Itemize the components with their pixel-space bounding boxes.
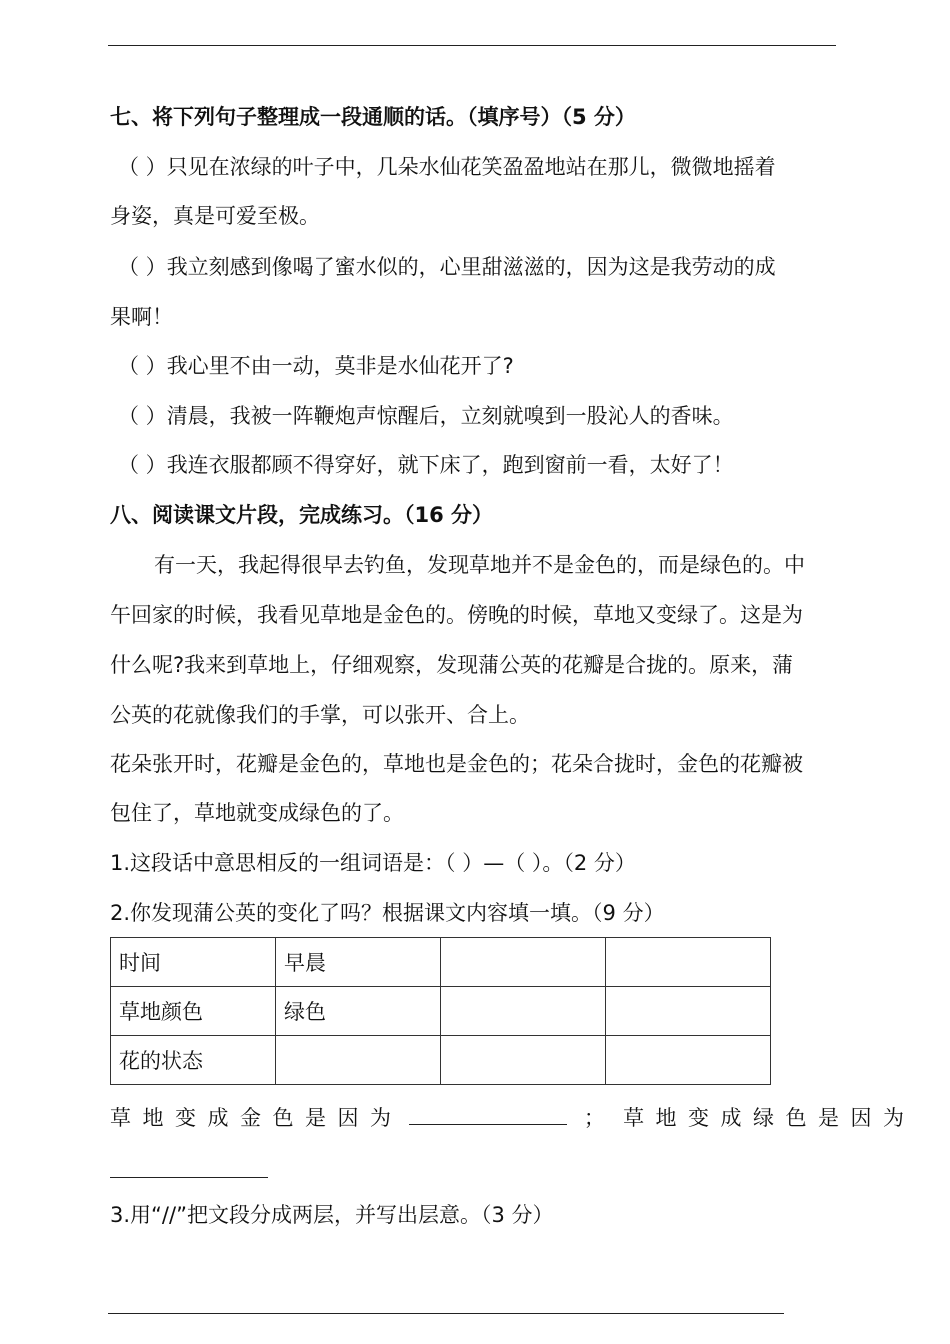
passage-line: 什么呢?我来到草地上，仔细观察，发现蒲公英的花瓣是合拢的。原来，蒲	[110, 653, 794, 677]
table-cell: 时间	[111, 938, 276, 987]
answer-paren[interactable]: （ ）	[118, 453, 167, 477]
table-cell-blank[interactable]	[606, 1036, 771, 1085]
passage-line: 包住了，草地就变成绿色的了。	[110, 801, 404, 825]
question-3: 3.用“//”把文段分成两层，并写出层意。（3 分）	[110, 1203, 554, 1227]
table-row	[111, 1036, 771, 1085]
passage-line: 花朵张开时，花瓣是金色的，草地也是金色的；花朵合拢时，金色的花瓣被	[110, 752, 803, 776]
table-cell-blank[interactable]	[606, 987, 771, 1036]
table-row	[111, 938, 771, 987]
answer-line[interactable]	[108, 1313, 784, 1314]
fill-prompt-b: 草地变成绿色是因为	[623, 1106, 916, 1130]
s7-item-1-cont: 身姿，真是可爱至极。	[110, 204, 320, 228]
section8-title: 八、阅读课文片段，完成练习。（16 分）	[110, 503, 494, 527]
s7-item-5	[118, 450, 734, 480]
answer-blank[interactable]	[409, 1102, 567, 1125]
s7-item-text: 我心里不由一动，莫非是水仙花开了?	[166, 354, 514, 378]
question-1: 1.这段话中意思相反的一组词语是：（ ）—（ ）。（2 分）	[110, 851, 636, 875]
passage-line: 午回家的时候，我看见草地是金色的。傍晚的时候，草地又变绿了。这是为	[110, 603, 803, 627]
question-2: 2.你发现蒲公英的变化了吗？根据课文内容填一填。（9 分）	[110, 901, 665, 925]
s7-item-2	[118, 252, 776, 282]
fill-separator: ；	[583, 1106, 617, 1130]
table-cell-blank[interactable]	[606, 938, 771, 987]
top-rule	[108, 45, 836, 46]
table-cell: 早晨	[276, 938, 441, 987]
s7-item-text: 清晨，我被一阵鞭炮声惊醒后，立刻就嗅到一股沁人的香味。	[166, 404, 734, 428]
table-cell: 绿色	[276, 987, 441, 1036]
dandelion-table	[110, 937, 771, 1085]
s7-item-text: 我立刻感到像喝了蜜水似的，心里甜滋滋的，因为这是我劳动的成	[166, 255, 776, 279]
answer-paren[interactable]: （ ）	[118, 255, 167, 279]
s7-item-2-cont: 果啊！	[110, 305, 173, 329]
s7-item-4	[118, 401, 734, 431]
table-cell-blank[interactable]	[441, 987, 606, 1036]
answer-blank-line[interactable]	[110, 1177, 268, 1178]
table-cell-blank[interactable]	[441, 938, 606, 987]
s7-item-text: 只见在浓绿的叶子中，几朵水仙花笑盈盈地站在那儿，微微地摇着	[166, 155, 776, 179]
table-cell-blank[interactable]	[441, 1036, 606, 1085]
section7-title: 七、将下列句子整理成一段通顺的话。（填序号）（5 分）	[110, 105, 636, 129]
table-cell: 草地颜色	[111, 987, 276, 1036]
table-cell: 花的状态	[111, 1036, 276, 1085]
fill-in-line	[110, 1102, 916, 1133]
s7-item-3	[118, 351, 514, 381]
passage-line: 公英的花就像我们的手掌，可以张开、合上。	[110, 703, 530, 727]
s7-item-1	[118, 152, 776, 182]
table-row	[111, 987, 771, 1036]
answer-paren[interactable]: （ ）	[118, 404, 167, 428]
passage-line: 有一天，我起得很早去钓鱼，发现草地并不是金色的，而是绿色的。中	[154, 553, 805, 577]
answer-paren[interactable]: （ ）	[118, 354, 167, 378]
fill-prompt-a: 草地变成金色是因为	[110, 1106, 403, 1130]
table-cell-blank[interactable]	[276, 1036, 441, 1085]
s7-item-text: 我连衣服都顾不得穿好，就下床了，跑到窗前一看，太好了！	[166, 453, 734, 477]
answer-paren[interactable]: （ ）	[118, 155, 167, 179]
